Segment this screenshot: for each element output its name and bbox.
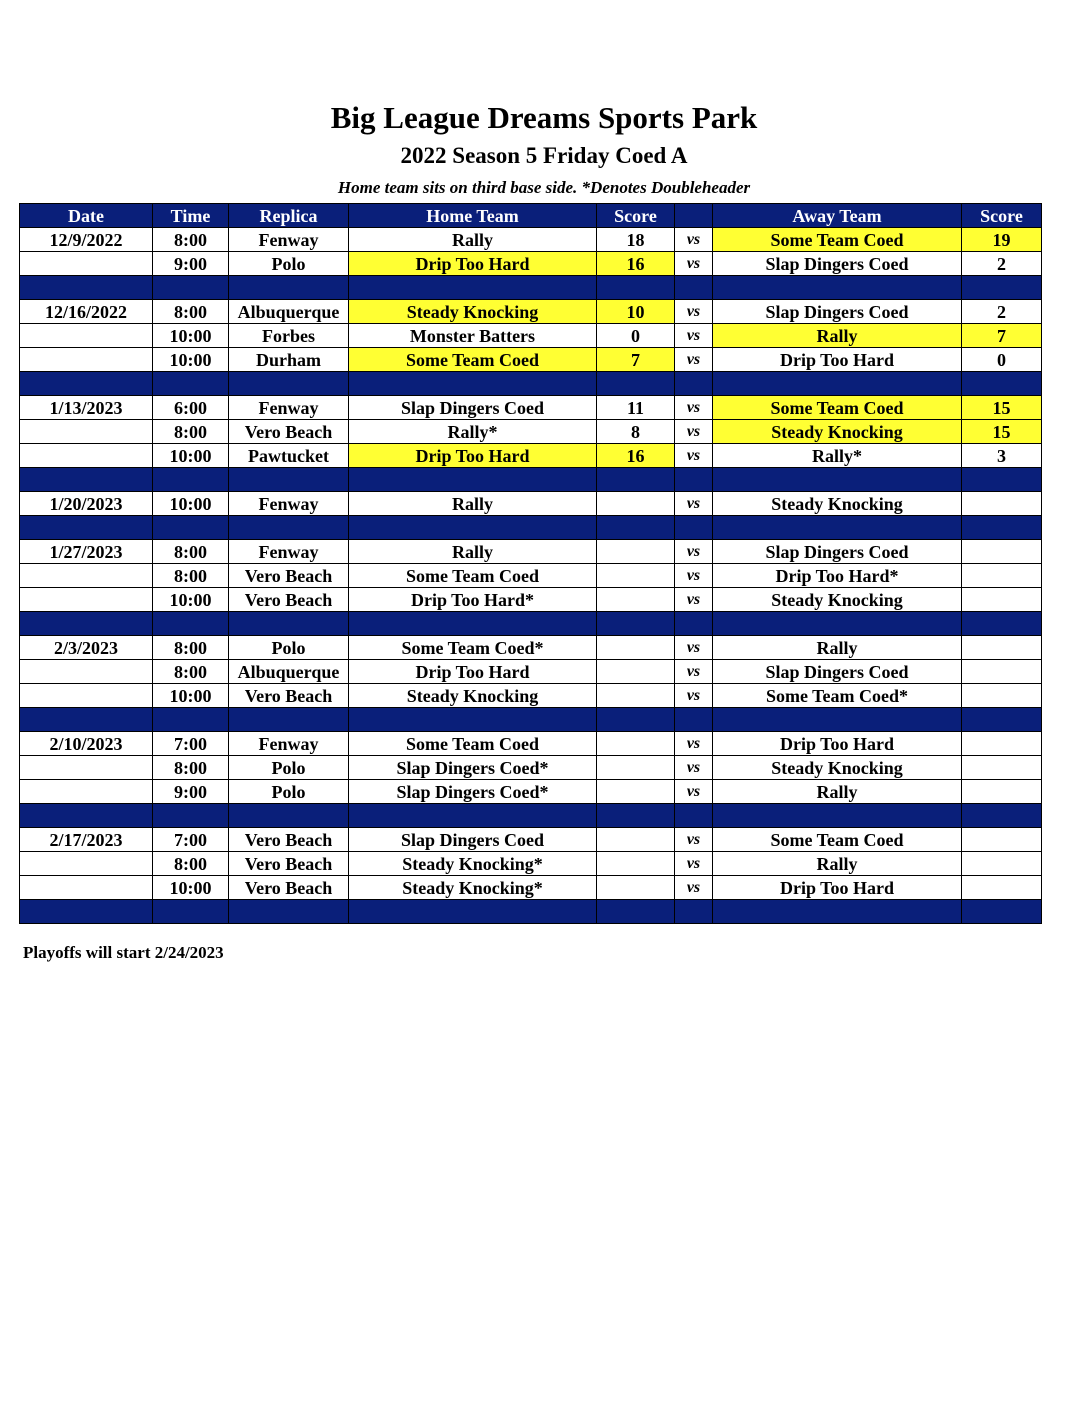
vs-label: vs	[675, 444, 713, 468]
vs-label: vs	[675, 636, 713, 660]
vs-label: vs	[675, 540, 713, 564]
game-date	[20, 324, 153, 348]
home-score	[597, 828, 675, 852]
away-team: Slap Dingers Coed	[713, 300, 962, 324]
vs-label: vs	[675, 828, 713, 852]
home-score: 8	[597, 420, 675, 444]
game-date	[20, 588, 153, 612]
separator-cell	[675, 900, 713, 924]
away-score	[962, 828, 1042, 852]
vs-label: vs	[675, 564, 713, 588]
column-header-time: Time	[153, 204, 229, 228]
home-score	[597, 540, 675, 564]
game-date	[20, 780, 153, 804]
game-date: 1/20/2023	[20, 492, 153, 516]
home-score: 0	[597, 324, 675, 348]
week-separator-row	[20, 612, 1042, 636]
separator-cell	[962, 276, 1042, 300]
home-team: Monster Batters	[349, 324, 597, 348]
column-header-vs	[675, 204, 713, 228]
week-separator-row	[20, 708, 1042, 732]
away-team: Slap Dingers Coed	[713, 540, 962, 564]
away-team: Rally	[713, 780, 962, 804]
separator-cell	[962, 516, 1042, 540]
table-row	[20, 540, 1042, 564]
week-separator-row	[20, 516, 1042, 540]
separator-cell	[597, 708, 675, 732]
vs-label: vs	[675, 324, 713, 348]
column-header-replica: Replica	[229, 204, 349, 228]
week-separator-row	[20, 900, 1042, 924]
game-field: Durham	[229, 348, 349, 372]
game-time: 8:00	[153, 564, 229, 588]
separator-cell	[229, 708, 349, 732]
table-row	[20, 732, 1042, 756]
game-date	[20, 252, 153, 276]
away-team: Rally	[713, 852, 962, 876]
away-score: 19	[962, 228, 1042, 252]
away-team: Drip Too Hard	[713, 348, 962, 372]
game-field: Vero Beach	[229, 420, 349, 444]
game-date	[20, 684, 153, 708]
home-score	[597, 588, 675, 612]
away-score	[962, 564, 1042, 588]
away-score	[962, 492, 1042, 516]
vs-label: vs	[675, 756, 713, 780]
home-team: Steady Knocking	[349, 684, 597, 708]
game-field: Fenway	[229, 492, 349, 516]
away-score	[962, 732, 1042, 756]
vs-label: vs	[675, 876, 713, 900]
game-time: 10:00	[153, 492, 229, 516]
week-separator-row	[20, 276, 1042, 300]
game-date: 1/13/2023	[20, 396, 153, 420]
schedule-note: Home team sits on third base side. *Denotes Doubleheader	[337, 178, 751, 197]
separator-cell	[713, 372, 962, 396]
game-date: 1/27/2023	[20, 540, 153, 564]
game-date	[20, 852, 153, 876]
vs-label: vs	[675, 300, 713, 324]
game-date: 2/3/2023	[20, 636, 153, 660]
separator-cell	[349, 708, 597, 732]
separator-cell	[962, 708, 1042, 732]
home-team: Slap Dingers Coed	[349, 396, 597, 420]
separator-cell	[153, 276, 229, 300]
separator-cell	[349, 372, 597, 396]
away-team: Some Team Coed*	[713, 684, 962, 708]
away-team: Drip Too Hard	[713, 876, 962, 900]
home-score	[597, 636, 675, 660]
home-team: Rally*	[349, 420, 597, 444]
game-time: 7:00	[153, 828, 229, 852]
separator-cell	[962, 804, 1042, 828]
table-header-row	[20, 204, 1042, 228]
game-time: 8:00	[153, 420, 229, 444]
away-score: 2	[962, 252, 1042, 276]
home-team: Steady Knocking	[349, 300, 597, 324]
separator-cell	[20, 516, 153, 540]
home-score	[597, 660, 675, 684]
game-time: 7:00	[153, 732, 229, 756]
game-field: Fenway	[229, 732, 349, 756]
game-time: 9:00	[153, 780, 229, 804]
separator-cell	[349, 468, 597, 492]
home-team: Steady Knocking*	[349, 852, 597, 876]
game-date: 12/9/2022	[20, 228, 153, 252]
separator-cell	[153, 804, 229, 828]
separator-cell	[229, 276, 349, 300]
away-team: Steady Knocking	[713, 420, 962, 444]
home-team: Slap Dingers Coed*	[349, 780, 597, 804]
separator-cell	[20, 276, 153, 300]
separator-cell	[597, 276, 675, 300]
home-team: Drip Too Hard	[349, 444, 597, 468]
vs-label: vs	[675, 660, 713, 684]
separator-cell	[675, 708, 713, 732]
away-team: Slap Dingers Coed	[713, 660, 962, 684]
table-row	[20, 348, 1042, 372]
page-subtitle: 2022 Season 5 Friday Coed A	[400, 143, 688, 168]
separator-cell	[229, 612, 349, 636]
separator-cell	[675, 516, 713, 540]
game-date	[20, 660, 153, 684]
game-time: 10:00	[153, 324, 229, 348]
game-date	[20, 756, 153, 780]
week-separator-row	[20, 804, 1042, 828]
separator-cell	[597, 468, 675, 492]
separator-cell	[349, 516, 597, 540]
away-team: Some Team Coed	[713, 228, 962, 252]
vs-label: vs	[675, 420, 713, 444]
separator-cell	[349, 612, 597, 636]
table-row	[20, 300, 1042, 324]
page-title: Big League Dreams Sports Park	[330, 100, 758, 135]
separator-cell	[153, 372, 229, 396]
table-row	[20, 684, 1042, 708]
game-date: 2/17/2023	[20, 828, 153, 852]
vs-label: vs	[675, 228, 713, 252]
game-time: 8:00	[153, 852, 229, 876]
away-team: Slap Dingers Coed	[713, 252, 962, 276]
separator-cell	[20, 804, 153, 828]
game-field: Fenway	[229, 540, 349, 564]
column-header-home-score: Score	[597, 204, 675, 228]
separator-cell	[229, 900, 349, 924]
away-team: Steady Knocking	[713, 492, 962, 516]
home-team: Some Team Coed	[349, 564, 597, 588]
home-score: 18	[597, 228, 675, 252]
away-score	[962, 636, 1042, 660]
separator-cell	[20, 900, 153, 924]
home-score: 16	[597, 252, 675, 276]
table-row	[20, 876, 1042, 900]
separator-cell	[153, 516, 229, 540]
away-score	[962, 876, 1042, 900]
game-field: Pawtucket	[229, 444, 349, 468]
separator-cell	[349, 276, 597, 300]
game-date: 2/10/2023	[20, 732, 153, 756]
game-field: Fenway	[229, 396, 349, 420]
game-field: Vero Beach	[229, 684, 349, 708]
game-time: 10:00	[153, 588, 229, 612]
game-time: 10:00	[153, 444, 229, 468]
away-team: Steady Knocking	[713, 588, 962, 612]
vs-label: vs	[675, 396, 713, 420]
table-row	[20, 756, 1042, 780]
game-time: 9:00	[153, 252, 229, 276]
game-field: Vero Beach	[229, 852, 349, 876]
table-row	[20, 396, 1042, 420]
away-team: Some Team Coed	[713, 828, 962, 852]
separator-cell	[597, 804, 675, 828]
separator-cell	[229, 516, 349, 540]
home-team: Some Team Coed	[349, 348, 597, 372]
home-team: Rally	[349, 228, 597, 252]
game-date	[20, 420, 153, 444]
separator-cell	[20, 468, 153, 492]
separator-cell	[597, 372, 675, 396]
home-score	[597, 756, 675, 780]
vs-label: vs	[675, 732, 713, 756]
home-score	[597, 852, 675, 876]
game-field: Forbes	[229, 324, 349, 348]
separator-cell	[153, 612, 229, 636]
game-field: Polo	[229, 636, 349, 660]
game-time: 8:00	[153, 636, 229, 660]
home-team: Rally	[349, 540, 597, 564]
separator-cell	[675, 612, 713, 636]
separator-cell	[349, 900, 597, 924]
separator-cell	[597, 612, 675, 636]
table-row	[20, 636, 1042, 660]
home-score	[597, 564, 675, 588]
away-team: Steady Knocking	[713, 756, 962, 780]
vs-label: vs	[675, 492, 713, 516]
vs-label: vs	[675, 348, 713, 372]
separator-cell	[713, 516, 962, 540]
column-header-home-team: Home Team	[349, 204, 597, 228]
home-team: Some Team Coed*	[349, 636, 597, 660]
table-row	[20, 564, 1042, 588]
away-score	[962, 588, 1042, 612]
away-score: 3	[962, 444, 1042, 468]
home-score	[597, 876, 675, 900]
home-score	[597, 492, 675, 516]
separator-cell	[153, 468, 229, 492]
table-row	[20, 420, 1042, 444]
game-time: 10:00	[153, 876, 229, 900]
away-team: Drip Too Hard	[713, 732, 962, 756]
game-field: Vero Beach	[229, 876, 349, 900]
vs-label: vs	[675, 780, 713, 804]
game-field: Fenway	[229, 228, 349, 252]
separator-cell	[675, 276, 713, 300]
away-score	[962, 540, 1042, 564]
away-team: Rally*	[713, 444, 962, 468]
vs-label: vs	[675, 252, 713, 276]
home-score: 11	[597, 396, 675, 420]
game-date	[20, 348, 153, 372]
separator-cell	[713, 612, 962, 636]
separator-cell	[713, 468, 962, 492]
game-field: Vero Beach	[229, 564, 349, 588]
table-row	[20, 252, 1042, 276]
away-score: 0	[962, 348, 1042, 372]
game-time: 6:00	[153, 396, 229, 420]
separator-cell	[349, 804, 597, 828]
table-row	[20, 852, 1042, 876]
separator-cell	[153, 708, 229, 732]
separator-cell	[962, 372, 1042, 396]
away-score: 15	[962, 396, 1042, 420]
home-score: 7	[597, 348, 675, 372]
game-time: 10:00	[153, 684, 229, 708]
separator-cell	[675, 468, 713, 492]
home-team: Drip Too Hard	[349, 660, 597, 684]
column-header-away-score: Score	[962, 204, 1042, 228]
home-team: Slap Dingers Coed*	[349, 756, 597, 780]
game-date: 12/16/2022	[20, 300, 153, 324]
game-date	[20, 564, 153, 588]
separator-cell	[597, 516, 675, 540]
week-separator-row	[20, 372, 1042, 396]
home-score	[597, 684, 675, 708]
away-team: Some Team Coed	[713, 396, 962, 420]
game-time: 8:00	[153, 540, 229, 564]
vs-label: vs	[675, 684, 713, 708]
away-score: 2	[962, 300, 1042, 324]
table-row	[20, 444, 1042, 468]
table-row	[20, 228, 1042, 252]
separator-cell	[153, 900, 229, 924]
away-score	[962, 852, 1042, 876]
separator-cell	[20, 708, 153, 732]
separator-cell	[20, 372, 153, 396]
away-score	[962, 756, 1042, 780]
away-team: Drip Too Hard*	[713, 564, 962, 588]
game-field: Vero Beach	[229, 588, 349, 612]
away-score	[962, 684, 1042, 708]
home-team: Drip Too Hard	[349, 252, 597, 276]
week-separator-row	[20, 468, 1042, 492]
table-row	[20, 828, 1042, 852]
home-score: 16	[597, 444, 675, 468]
home-team: Rally	[349, 492, 597, 516]
away-score	[962, 780, 1042, 804]
game-time: 10:00	[153, 348, 229, 372]
home-score	[597, 780, 675, 804]
separator-cell	[229, 804, 349, 828]
away-score: 15	[962, 420, 1042, 444]
away-team: Rally	[713, 636, 962, 660]
separator-cell	[713, 708, 962, 732]
home-team: Steady Knocking*	[349, 876, 597, 900]
separator-cell	[229, 468, 349, 492]
table-row	[20, 492, 1042, 516]
game-field: Polo	[229, 780, 349, 804]
game-field: Polo	[229, 252, 349, 276]
home-score: 10	[597, 300, 675, 324]
game-time: 8:00	[153, 756, 229, 780]
home-team: Some Team Coed	[349, 732, 597, 756]
separator-cell	[962, 468, 1042, 492]
schedule-table	[19, 203, 1042, 924]
table-row	[20, 780, 1042, 804]
game-field: Albuquerque	[229, 660, 349, 684]
away-team: Rally	[713, 324, 962, 348]
column-header-date: Date	[20, 204, 153, 228]
vs-label: vs	[675, 588, 713, 612]
schedule-body	[20, 228, 1042, 924]
game-field: Vero Beach	[229, 828, 349, 852]
separator-cell	[675, 372, 713, 396]
game-date	[20, 876, 153, 900]
home-score	[597, 732, 675, 756]
separator-cell	[675, 804, 713, 828]
game-field: Polo	[229, 756, 349, 780]
playoffs-note: Playoffs will start 2/24/2023	[23, 943, 224, 962]
separator-cell	[713, 900, 962, 924]
away-score: 7	[962, 324, 1042, 348]
table-row	[20, 324, 1042, 348]
separator-cell	[713, 804, 962, 828]
column-header-away-team: Away Team	[713, 204, 962, 228]
separator-cell	[713, 276, 962, 300]
vs-label: vs	[675, 852, 713, 876]
home-team: Slap Dingers Coed	[349, 828, 597, 852]
separator-cell	[962, 612, 1042, 636]
separator-cell	[229, 372, 349, 396]
table-row	[20, 588, 1042, 612]
separator-cell	[597, 900, 675, 924]
away-score	[962, 660, 1042, 684]
table-row	[20, 660, 1042, 684]
game-time: 8:00	[153, 660, 229, 684]
game-field: Albuquerque	[229, 300, 349, 324]
game-time: 8:00	[153, 228, 229, 252]
game-date	[20, 444, 153, 468]
separator-cell	[962, 900, 1042, 924]
separator-cell	[20, 612, 153, 636]
game-time: 8:00	[153, 300, 229, 324]
home-team: Drip Too Hard*	[349, 588, 597, 612]
